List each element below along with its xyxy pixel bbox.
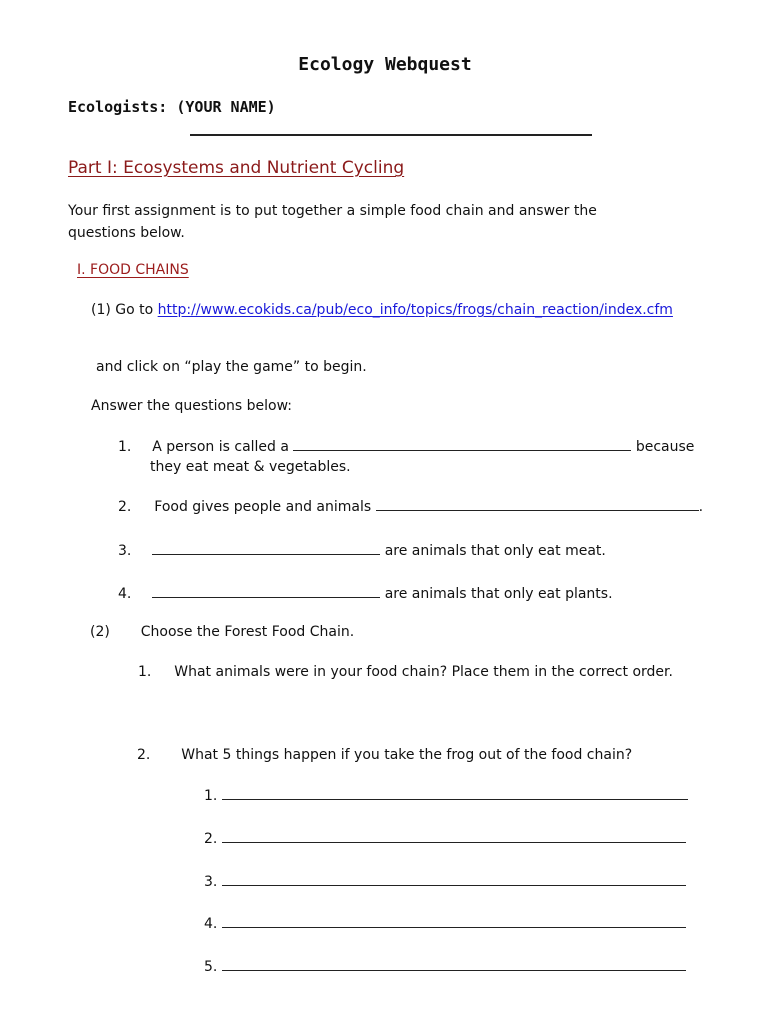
question-number: 1. bbox=[118, 439, 132, 455]
question-number: 2. bbox=[137, 747, 151, 763]
answer-blank[interactable] bbox=[222, 830, 686, 843]
answer-line-3 bbox=[204, 873, 686, 890]
answer-blank[interactable] bbox=[152, 585, 380, 598]
answer-blank[interactable] bbox=[293, 438, 631, 451]
answer-number: 3. bbox=[204, 874, 218, 890]
ecokids-link[interactable]: http://www.ecokids.ca/pub/eco_info/topics/frogs/chain_reaction/index.cfm bbox=[157, 302, 673, 318]
question-1-continued: they eat meat & vegetables. bbox=[150, 459, 351, 475]
answer-blank[interactable] bbox=[152, 542, 380, 555]
answer-number: 5. bbox=[204, 959, 218, 975]
question-number: 2. bbox=[118, 499, 132, 515]
name-blank-line[interactable] bbox=[190, 134, 592, 136]
play-instruction: and click on “play the game” to begin. bbox=[96, 359, 367, 375]
page-title: Ecology Webquest bbox=[298, 54, 472, 75]
answer-line-1 bbox=[204, 787, 688, 804]
answer-line-4 bbox=[204, 915, 686, 932]
question-text-after: are animals that only eat meat. bbox=[380, 543, 606, 559]
question-text-after: because bbox=[631, 439, 695, 455]
step-2-label: Choose the Forest Food Chain. bbox=[140, 624, 355, 640]
question-number: 4. bbox=[118, 586, 132, 602]
answer-line-5 bbox=[204, 958, 686, 975]
question-text: What animals were in your food chain? Place them in the correct order. bbox=[174, 664, 673, 680]
question-text: Food gives people and animals bbox=[154, 499, 376, 515]
answer-blank[interactable] bbox=[222, 958, 686, 971]
step-1-prefix: (1) Go to bbox=[91, 302, 158, 318]
answer-blank[interactable] bbox=[222, 787, 688, 800]
intro-line: questions below. bbox=[68, 225, 185, 241]
intro-paragraph bbox=[68, 200, 597, 244]
answer-blank[interactable] bbox=[376, 498, 699, 511]
step-2-question-2 bbox=[137, 747, 632, 763]
intro-line: Your first assignment is to put together a simple food chain and answer the bbox=[68, 203, 597, 219]
answer-line-2 bbox=[204, 830, 686, 847]
question-3 bbox=[118, 542, 606, 559]
answer-number: 4. bbox=[204, 916, 218, 932]
question-text-after: . bbox=[698, 499, 704, 515]
question-4 bbox=[118, 585, 613, 602]
answer-blank[interactable] bbox=[222, 873, 686, 886]
question-number: 1. bbox=[138, 664, 152, 680]
question-text: What 5 things happen if you take the frog out of the food chain? bbox=[181, 747, 633, 763]
ecologists-label: Ecologists: (YOUR NAME) bbox=[68, 98, 276, 116]
question-2 bbox=[118, 498, 703, 515]
question-text: A person is called a bbox=[152, 439, 294, 455]
answer-number: 2. bbox=[204, 831, 218, 847]
answer-number: 1. bbox=[204, 788, 218, 804]
step-2-number: (2) bbox=[90, 624, 110, 640]
question-1 bbox=[118, 438, 694, 455]
step-2-question-1 bbox=[138, 664, 673, 680]
step-2 bbox=[90, 624, 354, 640]
part-heading: Part I: Ecosystems and Nutrient Cycling bbox=[68, 158, 405, 178]
answer-blank[interactable] bbox=[222, 915, 686, 928]
answer-instruction: Answer the questions below: bbox=[91, 398, 293, 414]
question-text-after: are animals that only eat plants. bbox=[380, 586, 613, 602]
step-1 bbox=[91, 302, 673, 318]
question-number: 3. bbox=[118, 543, 132, 559]
section-heading: I. FOOD CHAINS bbox=[77, 262, 189, 278]
